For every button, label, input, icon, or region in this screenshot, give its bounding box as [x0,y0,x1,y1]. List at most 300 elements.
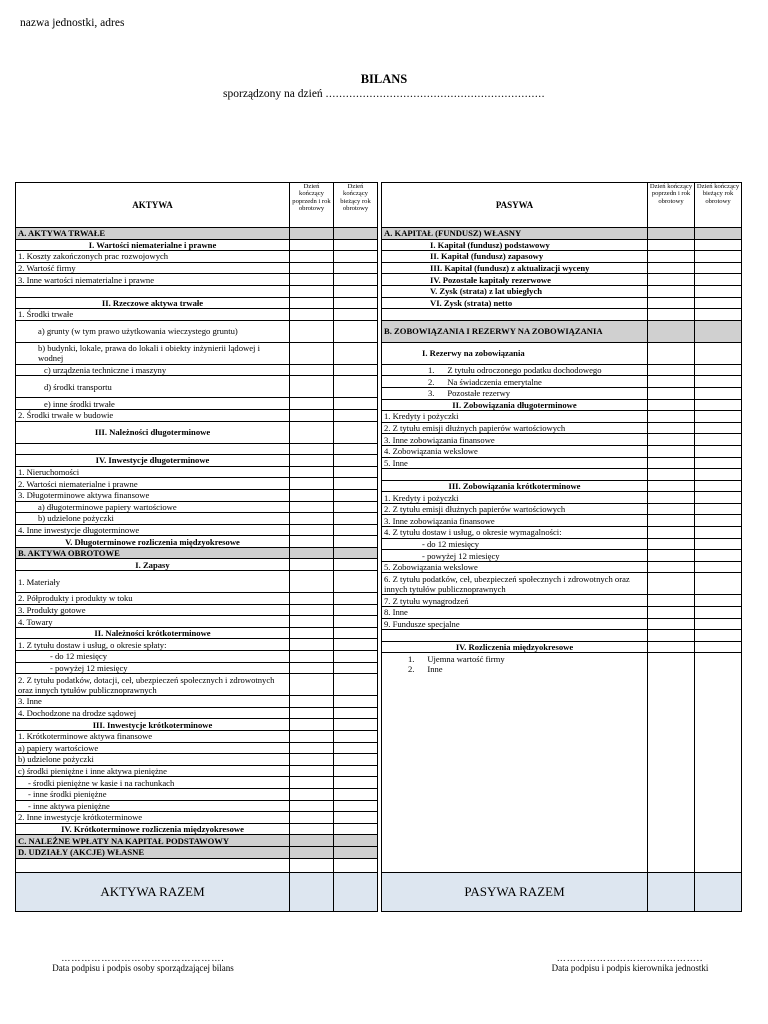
assets-row-label: 3. Długoterminowe aktywa finansowe [16,489,290,501]
assets-row-label: D. UDZIAŁY (AKCJE) WŁASNE [16,846,290,858]
liabilities-row [382,457,742,469]
liabilities-row [382,342,742,364]
assets-prev-value-cell[interactable] [290,513,334,525]
assets-prev-value-cell[interactable] [290,559,334,571]
assets-row-label: 1. Koszty zakończonych prac rozwojowych [16,251,290,263]
assets-prev-value-cell[interactable] [290,398,334,410]
assets-row-label: 2. Półprodukty i produkty w toku [16,593,290,605]
assets-curr-value-cell[interactable] [334,823,378,835]
liabilities-curr-value-cell[interactable] [695,561,742,573]
assets-prev-value-cell[interactable] [290,342,334,364]
liabilities-curr-value-cell[interactable] [695,262,742,274]
assets-prev-value-cell[interactable] [290,443,334,455]
liabilities-row [382,492,742,504]
assets-curr-value-cell[interactable] [334,513,378,525]
assets-prev-value-cell[interactable] [290,320,334,342]
assets-row [16,593,378,605]
liabilities-row [382,527,742,539]
liabilities-row-label: B. ZOBOWIĄZANIA I REZERWY NA ZOBOWIĄZANIA [382,320,648,342]
assets-curr-value-cell[interactable] [334,639,378,651]
assets-curr-value-cell[interactable] [334,696,378,708]
liabilities-prev-value-cell[interactable] [648,607,695,619]
assets-prev-value-cell[interactable] [290,662,334,674]
liabilities-row [382,274,742,286]
liabilities-curr-value-cell[interactable] [695,239,742,251]
assets-prev-value-cell[interactable] [290,262,334,274]
assets-row [16,742,378,754]
assets-curr-value-cell[interactable] [334,754,378,766]
assets-prev-value-cell[interactable] [290,604,334,616]
assets-curr-value-cell[interactable] [334,559,378,571]
liabilities-prev-value-cell[interactable] [648,262,695,274]
liabilities-prev-value-cell[interactable] [648,573,695,595]
liabilities-curr-value-cell[interactable] [695,503,742,515]
assets-row [16,524,378,536]
liabilities-filler-cell [695,675,742,873]
liabilities-row-label: 5. Zobowiązania wekslowe [382,561,648,573]
assets-prev-value-cell[interactable] [290,696,334,708]
assets-curr-value-cell[interactable] [334,342,378,364]
assets-prev-value-cell[interactable] [290,627,334,639]
liabilities-prev-value-cell[interactable] [648,399,695,411]
assets-row-label: IV. Inwestycje długoterminowe [16,455,290,467]
liabilities-prev-value-cell[interactable] [648,515,695,527]
assets-prev-value-cell[interactable] [290,364,334,376]
liabilities-curr-value-cell[interactable] [695,399,742,411]
assets-curr-value-cell[interactable] [334,501,378,513]
assets-curr-value-cell[interactable] [334,800,378,812]
assets-row [16,513,378,525]
assets-row-label: I. Wartości niematerialne i prawne [16,239,290,251]
assets-row [16,251,378,263]
liabilities-prev-value-cell[interactable] [648,411,695,423]
assets-prev-value-cell[interactable] [290,536,334,548]
liabilities-row-label: 7. Z tytułu wynagrodzeń [382,595,648,607]
liabilities-curr-value-cell[interactable] [695,342,742,364]
assets-curr-value-cell[interactable] [334,489,378,501]
liabilities-row-label [382,630,648,642]
assets-row [16,616,378,628]
liabilities-prev-value-cell[interactable] [648,342,695,364]
liabilities-prev-value-cell[interactable] [648,538,695,550]
liabilities-prev-value-cell[interactable] [648,641,695,653]
liabilities-row-label: 2. Z tytułu emisji dłużnych papierów wartościowych [382,422,648,434]
assets-row [16,812,378,824]
liabilities-curr-value-cell[interactable] [695,376,742,388]
liabilities-curr-value-cell[interactable] [695,320,742,342]
assets-prev-value-cell[interactable] [290,651,334,663]
liabilities-curr-value-cell[interactable] [695,595,742,607]
liabilities-row-label: 5. Inne [382,457,648,469]
prev-year-header: Dzień kończący poprzedn i rok obrotowy [290,183,334,228]
assets-row [16,409,378,421]
liabilities-curr-value-cell[interactable] [695,653,742,664]
assets-row [16,823,378,835]
liabilities-curr-value-cell[interactable] [695,297,742,309]
assets-row [16,320,378,342]
liabilities-prev-value-cell[interactable] [648,320,695,342]
assets-prev-value-cell[interactable] [290,251,334,263]
assets-prev-value-cell[interactable] [290,228,334,240]
assets-curr-value-cell[interactable] [334,662,378,674]
assets-row-label: 2. Wartości niematerialne i prawne [16,478,290,490]
liabilities-row-label: IV. Pozostałe kapitały rezerwowe [382,274,648,286]
liabilities-row [382,320,742,342]
assets-curr-value-cell[interactable] [334,835,378,847]
assets-curr-value-cell[interactable] [334,376,378,398]
prev-year-header: Dzień kończący poprzedn i rok obrotowy [648,183,695,228]
assets-row-label: B. AKTYWA OBROTOWE [16,547,290,559]
liabilities-row-label: 1. Kredyty i pożyczki [382,411,648,423]
signature-line: …………………………………………. [61,953,225,963]
liabilities-row-label: VI. Zysk (strata) netto [382,297,648,309]
assets-curr-value-cell[interactable] [334,777,378,789]
assets-total-row [16,873,378,912]
liabilities-row [382,285,742,297]
assets-row-label [16,285,290,297]
liabilities-curr-value-cell[interactable] [695,492,742,504]
liabilities-curr-value-cell[interactable] [695,480,742,492]
assets-row [16,800,378,812]
signature-line: …………………………………….. [556,953,704,963]
liabilities-prev-value-cell[interactable] [648,595,695,607]
assets-curr-value-cell[interactable] [334,421,378,443]
liabilities-prev-value-cell[interactable] [648,630,695,642]
assets-curr-value-cell[interactable] [334,846,378,858]
liabilities-prev-value-cell[interactable] [648,309,695,321]
liabilities-curr-value-cell[interactable] [695,445,742,457]
liabilities-total-value-cell[interactable] [695,873,742,912]
assets-row-label: 4. Inne inwestycje długoterminowe [16,524,290,536]
assets-row [16,536,378,548]
assets-row-label: - do 12 miesięcy [16,651,290,663]
liabilities-row [382,653,742,664]
assets-curr-value-cell[interactable] [334,297,378,309]
assets-curr-value-cell[interactable] [334,274,378,286]
assets-curr-value-cell[interactable] [334,262,378,274]
liabilities-filler-row [382,675,742,873]
assets-prev-value-cell[interactable] [290,285,334,297]
liabilities-curr-value-cell[interactable] [695,387,742,399]
assets-prev-value-cell[interactable] [290,788,334,800]
liabilities-row-label: 1. Kredyty i pożyczki [382,492,648,504]
assets-row [16,274,378,286]
assets-curr-value-cell[interactable] [334,651,378,663]
assets-row [16,501,378,513]
assets-curr-value-cell[interactable] [334,788,378,800]
assets-total-value-cell[interactable] [290,873,334,912]
liabilities-row [382,641,742,653]
assets-row [16,421,378,443]
assets-prev-value-cell[interactable] [290,812,334,824]
liabilities-prev-value-cell[interactable] [648,561,695,573]
assets-prev-value-cell[interactable] [290,571,334,593]
assets-row [16,466,378,478]
assets-prev-value-cell[interactable] [290,501,334,513]
assets-header: AKTYWA [16,183,290,228]
assets-curr-value-cell[interactable] [334,478,378,490]
assets-row [16,228,378,240]
liabilities-total-value-cell[interactable] [648,873,695,912]
assets-row [16,662,378,674]
assets-row [16,489,378,501]
liabilities-row [382,411,742,423]
assets-curr-value-cell[interactable] [334,536,378,548]
liabilities-curr-value-cell[interactable] [695,641,742,653]
assets-prev-value-cell[interactable] [290,835,334,847]
liabilities-row-label: 1. Ujemna wartość firmy [382,653,648,664]
assets-prev-value-cell[interactable] [290,274,334,286]
assets-curr-value-cell[interactable] [334,320,378,342]
assets-curr-value-cell[interactable] [334,466,378,478]
assets-row-label: 1. Nieruchomości [16,466,290,478]
assets-row [16,639,378,651]
assets-prev-value-cell[interactable] [290,765,334,777]
assets-row-label [16,443,290,455]
assets-prev-value-cell[interactable] [290,731,334,743]
assets-row [16,696,378,708]
liabilities-curr-value-cell[interactable] [695,550,742,562]
assets-prev-value-cell[interactable] [290,478,334,490]
assets-curr-value-cell[interactable] [334,812,378,824]
document-title: BILANS [360,72,408,86]
liabilities-prev-value-cell[interactable] [648,618,695,630]
assets-row [16,719,378,731]
liabilities-prev-value-cell[interactable] [648,492,695,504]
liabilities-row-label: III. Zobowiązania krótkoterminowe [382,480,648,492]
liabilities-row [382,538,742,550]
assets-curr-value-cell[interactable] [334,398,378,410]
liabilities-curr-value-cell[interactable] [695,618,742,630]
liabilities-prev-value-cell[interactable] [648,445,695,457]
liabilities-filler-cell [382,675,648,873]
liabilities-row [382,664,742,675]
liabilities-row [382,515,742,527]
assets-row-label: a) grunty (w tym prawo użytkowania wieczystego gruntu) [16,320,290,342]
assets-row [16,478,378,490]
assets-row-label: 2. Wartość firmy [16,262,290,274]
liabilities-curr-value-cell[interactable] [695,285,742,297]
assets-curr-value-cell[interactable] [334,593,378,605]
assets-row-label: II. Rzeczowe aktywa trwałe [16,297,290,309]
liabilities-row-label: II. Kapitał (fundusz) zapasowy [382,251,648,263]
liabilities-curr-value-cell[interactable] [695,538,742,550]
assets-curr-value-cell[interactable] [334,409,378,421]
assets-prev-value-cell[interactable] [290,455,334,467]
assets-row [16,297,378,309]
liabilities-table [381,182,742,912]
liabilities-prev-value-cell[interactable] [648,503,695,515]
assets-total-label: AKTYWA RAZEM [16,873,290,912]
assets-curr-value-cell[interactable] [334,571,378,593]
assets-prev-value-cell[interactable] [290,409,334,421]
liabilities-row [382,297,742,309]
assets-total-value-cell[interactable] [334,873,378,912]
assets-row [16,398,378,410]
liabilities-curr-value-cell[interactable] [695,309,742,321]
liabilities-curr-value-cell[interactable] [695,364,742,376]
assets-curr-value-cell[interactable] [334,719,378,731]
liabilities-curr-value-cell[interactable] [695,630,742,642]
assets-prev-value-cell[interactable] [290,742,334,754]
liabilities-row-label: V. Zysk (strata) z lat ubiegłych [382,285,648,297]
assets-curr-value-cell[interactable] [334,285,378,297]
assets-row-label: - środki pieniężne w kasie i na rachunkach [16,777,290,789]
assets-prev-value-cell[interactable] [290,719,334,731]
assets-row [16,754,378,766]
liabilities-curr-value-cell[interactable] [695,457,742,469]
liabilities-prev-value-cell[interactable] [648,285,695,297]
assets-row [16,239,378,251]
liabilities-curr-value-cell[interactable] [695,664,742,675]
assets-row-label: 2. Środki trwałe w budowie [16,409,290,421]
assets-curr-value-cell[interactable] [334,524,378,536]
liabilities-prev-value-cell[interactable] [648,376,695,388]
assets-prev-value-cell[interactable] [290,489,334,501]
liabilities-curr-value-cell[interactable] [695,274,742,286]
liabilities-prev-value-cell[interactable] [648,422,695,434]
assets-prev-value-cell[interactable] [290,547,334,559]
assets-row-label: b) budynki, lokale, prawa do lokali i obiekty inżynierii lądowej i wodnej [16,342,290,364]
assets-prev-value-cell[interactable] [290,674,334,696]
liabilities-prev-value-cell[interactable] [648,434,695,446]
assets-row-label: II. Należności krótkoterminowe [16,627,290,639]
assets-row [16,309,378,321]
assets-prev-value-cell[interactable] [290,421,334,443]
assets-curr-value-cell[interactable] [334,616,378,628]
assets-curr-value-cell[interactable] [334,364,378,376]
assets-prev-value-cell[interactable] [290,593,334,605]
assets-prev-value-cell[interactable] [290,754,334,766]
liabilities-row [382,445,742,457]
manager-signature [534,953,726,973]
assets-prev-value-cell[interactable] [290,823,334,835]
liabilities-curr-value-cell[interactable] [695,228,742,240]
liabilities-prev-value-cell[interactable] [648,251,695,263]
assets-curr-value-cell[interactable] [334,742,378,754]
assets-curr-value-cell[interactable] [334,765,378,777]
liabilities-total-row [382,873,742,912]
assets-prev-value-cell[interactable] [290,777,334,789]
assets-row-label: c) urządzenia techniczne i maszyny [16,364,290,376]
liabilities-prev-value-cell[interactable] [648,364,695,376]
liabilities-curr-value-cell[interactable] [695,422,742,434]
assets-row-label: a) papiery wartościowe [16,742,290,754]
liabilities-curr-value-cell[interactable] [695,527,742,539]
assets-prev-value-cell[interactable] [290,297,334,309]
assets-prev-value-cell[interactable] [290,309,334,321]
assets-row [16,376,378,398]
assets-filler-cell [334,858,378,872]
assets-row-label: 4. Towary [16,616,290,628]
assets-row-label: 1. Z tytułu dostaw i usług, o okresie spłaty: [16,639,290,651]
assets-curr-value-cell[interactable] [334,228,378,240]
liabilities-row [382,239,742,251]
liabilities-prev-value-cell[interactable] [648,664,695,675]
assets-row [16,604,378,616]
liabilities-prev-value-cell[interactable] [648,480,695,492]
liabilities-row-label: 3. Pozostałe rezerwy [382,387,648,399]
liabilities-curr-value-cell[interactable] [695,607,742,619]
liabilities-row-label: - powyżej 12 miesięcy [382,550,648,562]
liabilities-row [382,630,742,642]
liabilities-prev-value-cell[interactable] [648,297,695,309]
liabilities-prev-value-cell[interactable] [648,550,695,562]
liabilities-filler-cell [648,675,695,873]
assets-curr-value-cell[interactable] [334,604,378,616]
assets-curr-value-cell[interactable] [334,309,378,321]
assets-curr-value-cell[interactable] [334,707,378,719]
assets-curr-value-cell[interactable] [334,627,378,639]
assets-curr-value-cell[interactable] [334,455,378,467]
liabilities-row-label: 6. Z tytułu podatków, ceł, ubezpieczeń społecznych i zdrowotnych oraz innych tytułów publicznoprawnych [382,573,648,595]
liabilities-row-label [382,309,648,321]
assets-filler-cell [290,858,334,872]
assets-row [16,835,378,847]
subtitle-text: sporządzony na dzień [223,88,326,100]
liabilities-curr-value-cell[interactable] [695,469,742,481]
liabilities-row [382,503,742,515]
assets-row-label: - powyżej 12 miesięcy [16,662,290,674]
liabilities-prev-value-cell[interactable] [648,469,695,481]
assets-row [16,559,378,571]
unit-name-label: nazwa jednostki, adres [20,17,125,29]
liabilities-curr-value-cell[interactable] [695,251,742,263]
liabilities-curr-value-cell[interactable] [695,434,742,446]
liabilities-row [382,561,742,573]
assets-row-label: III. Inwestycje krótkoterminowe [16,719,290,731]
assets-prev-value-cell[interactable] [290,616,334,628]
assets-curr-value-cell[interactable] [334,547,378,559]
assets-prev-value-cell[interactable] [290,376,334,398]
assets-curr-value-cell[interactable] [334,443,378,455]
assets-prev-value-cell[interactable] [290,239,334,251]
liabilities-prev-value-cell[interactable] [648,387,695,399]
liabilities-prev-value-cell[interactable] [648,457,695,469]
preparer-signature [32,953,254,973]
assets-prev-value-cell[interactable] [290,846,334,858]
assets-curr-value-cell[interactable] [334,239,378,251]
assets-row [16,262,378,274]
assets-curr-value-cell[interactable] [334,731,378,743]
liabilities-curr-value-cell[interactable] [695,411,742,423]
assets-prev-value-cell[interactable] [290,466,334,478]
liabilities-header: PASYWA [382,183,648,228]
liabilities-prev-value-cell[interactable] [648,527,695,539]
assets-prev-value-cell[interactable] [290,800,334,812]
liabilities-prev-value-cell[interactable] [648,228,695,240]
liabilities-curr-value-cell[interactable] [695,515,742,527]
liabilities-row [382,364,742,376]
assets-curr-value-cell[interactable] [334,674,378,696]
liabilities-prev-value-cell[interactable] [648,653,695,664]
assets-row [16,846,378,858]
liabilities-row-label: 3. Inne zobowiązania finansowe [382,515,648,527]
liabilities-prev-value-cell[interactable] [648,274,695,286]
liabilities-prev-value-cell[interactable] [648,239,695,251]
liabilities-row [382,573,742,595]
assets-prev-value-cell[interactable] [290,639,334,651]
liabilities-row [382,595,742,607]
assets-curr-value-cell[interactable] [334,251,378,263]
assets-prev-value-cell[interactable] [290,524,334,536]
liabilities-row [382,399,742,411]
liabilities-row-label: 8. Inne [382,607,648,619]
liabilities-curr-value-cell[interactable] [695,573,742,595]
assets-row [16,777,378,789]
liabilities-row [382,228,742,240]
assets-prev-value-cell[interactable] [290,707,334,719]
